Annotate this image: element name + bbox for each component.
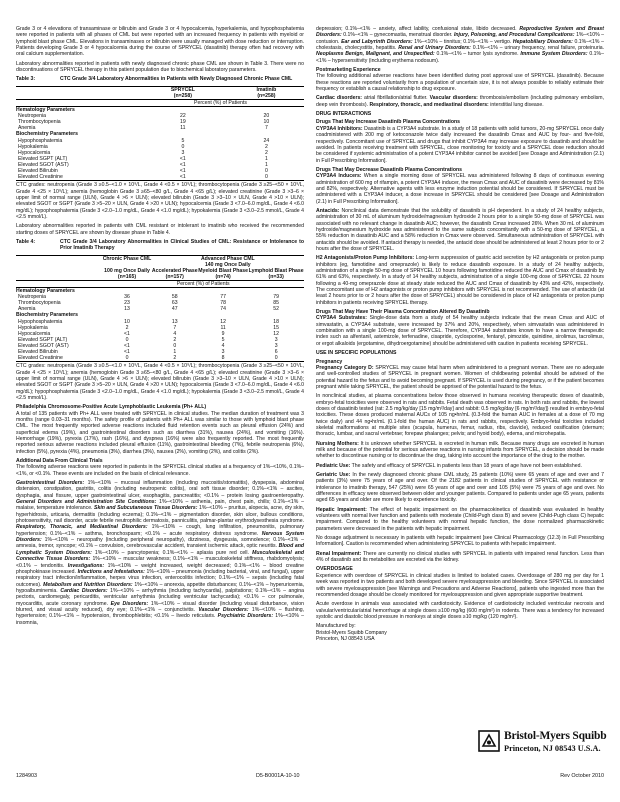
company-logo	[478, 728, 608, 762]
table-title: CTC Grade 3/4 Laboratory Abnormalities in Patients with Newly Diagnosed Chronic Phase CML	[60, 76, 293, 83]
paragraph: H2 Antagonists/Proton Pump Inhibitors: Long-term suppression of gastric acid secretion by H2 antagonists or proton pump inhibitors (eg, famotidine and omeprazole) is likely to reduce dasatinib exposure. In a study of 24 healthy subjects, administration of a single 50-mg dose of SPRYCEL 10 hours following famotidine reduced the AUC and Cmax of dasatinib by 61% and 63%, respectively. In a study of 14 healthy subjects, administration of a single 100-mg dose of SPRYCEL 22 hours following a 40-mg omeprazole dose at steady state reduced the AUC and Cmax of dasatinib by 43% and 42%, respectively. The concomitant use of H2 antagonists or proton pump inhibitors with SPRYCEL is not recommended. The use of antacids (at least 2 hours prior to or 2 hours after the dose of SPRYCEL) should be considered in place of H2 antagonists or proton pump inhibitors in patients receiving SPRYCEL therapy.	[316, 255, 604, 306]
table-footnote: CTC grades: neutropenia (Grade 3 ≥0.5–<1.0 × 10⁹/L, Grade 4 <0.5 × 10⁹/L); thrombocytopenia (Grade 3 ≥25–<50 × 10⁹/L, Grade 4 <25 × 10⁹/L); anemia (hemoglobin Grade 3 ≥65–<80 g/L, Grade 4 <65 g/L); elevated creatinine (Grade 3 >3–6 × upper limit of normal range (ULN), Grade 4 >6 × ULN); elevated bilirubin (Grade 3 >3–10 × ULN, Grade 4 >10 × ULN); elevated SGOT or SGPT (Grade 3 >5–20 × ULN, Grade 4 >20 × ULN); hypocalcemia (Grade 3 <7.0–6.0 mg/dL, Grade 4 <6.0 mg/dL); hypophosphatemia (Grade 3 <2.0–1.0 mg/dL, Grade 4 <1.0 mg/dL); hypokalemia (Grade 3 <3.0–2.5 mmol/L, Grade 4 <2.5 mmol/L).	[16, 182, 304, 220]
left-column	[16, 26, 304, 629]
paragraph: Renal Impairment: There are currently no clinical studies with SPRYCEL in patients with impaired renal function. Less than 4% of dasatinib and its metabolites are excreted via the kidney.	[316, 550, 604, 564]
column-header: Myeloid Blast Phase	[198, 267, 248, 274]
subsection-heading: Pregnancy	[316, 358, 343, 365]
logo-name: Bristol-Myers Squibb	[504, 730, 607, 742]
table-row: Elevated SGPT (ALT) <1 1	[18, 155, 268, 162]
table-title: CTC Grade 3/4 Laboratory Abnormalities in Clinical Studies of CML: Resistance or Intolerance to Prior Imatinib Therapy	[60, 238, 304, 252]
column-group-header: Advanced Phase CML	[152, 255, 304, 262]
table-row: Elevated SGOT (AST) <1 0 4 3	[18, 342, 278, 349]
table-caption	[16, 239, 304, 252]
subsection-heading: Drugs That May Increase Dasatinib Plasma Concentrations	[316, 119, 460, 126]
page-footer	[16, 773, 604, 785]
table-4	[16, 255, 304, 363]
section-heading: DRUG INTERACTIONS	[316, 111, 372, 118]
section-heading: Philadelphia Chromosome-Positive Acute Lymphoblastic Leukemia (Ph+ ALL)	[16, 404, 207, 411]
table-row: Elevated Creatinine 0 2 8 0	[16, 355, 304, 362]
table-row: Anemia 11 7	[18, 125, 268, 132]
table-row: Elevated Bilirubin <1 0	[18, 167, 268, 174]
table-3	[16, 86, 304, 181]
column-header: Accelerated Phase	[151, 267, 198, 274]
section-heading: USE IN SPECIFIC POPULATIONS	[316, 350, 397, 357]
right-column	[316, 26, 604, 642]
table-row: Hypocalcemia 3 2	[18, 149, 268, 156]
paragraph: No dosage adjustment is necessary in patients with hepatic impairment [see Clinical Pharmacology (12.3) in Full Prescribing Information]. Caution is recommended when administering SPRYCEL to patients with hepatic impairment.	[316, 535, 604, 548]
subsection-heading: Drugs That May Have Their Plasma Concentration Altered By Dasatinib	[316, 309, 490, 316]
table-row: Elevated SGPT (ALT) 0 2 5 3	[18, 336, 278, 343]
paragraph: A total of 135 patients with Ph+ ALL were treated with SPRYCEL in clinical studies. The median duration of treatment was 3 months (range 0.03–31 months). The safety profile of patients with Ph+ ALL was similar to those with lymphoid blast phase CML. The most frequently reported adverse reactions included fluid retention events such as pleural effusion (24%) and superficial edema (19%), and gastrointestinal disorders such as diarrhea (31%), nausea (24%), and vomiting (16%). Hemorrhage (19%), pyrexia (17%), rash (16%), and dyspnea (16%) were also frequently reported. The most frequently reported serious adverse reactions included pleural effusion (11%), gastrointestinal bleeding (7%), febrile neutropenia (6%), infection (5%), pyrexia (4%), pneumonia (3%), diarrhea (3%), nausea (2%), vomiting (2%), and colitis (2%).	[16, 410, 304, 455]
paragraph: Experience with overdose of SPRYCEL in clinical studies is limited to isolated cases. Overdosage of 280 mg per day for 1 week was reported in two patients and both developed severe myelosuppression and bleeding. Since SPRYCEL is associated with severe myelosuppression [see Warnings and Precautions and Adverse Reactions], patients who ingested more than the recommended dosage should be closely monitored for myelosuppression and given appropriate supportive treatment.	[316, 572, 604, 598]
section-heading: Additional Data From Clinical Trials	[16, 458, 103, 464]
table-label: Table 3:	[16, 76, 36, 83]
table-row: Elevated Creatinine <1 0	[16, 174, 304, 181]
table-row: Hypophosphatemia 5 24	[18, 137, 270, 144]
paragraph: Acute overdose in animals was associated with cardiotoxicity. Evidence of cardiotoxicity included ventricular necrosis and valvular/ventricular/atrial hemorrhage at single doses ≥100 mg/kg (600 mg/m²) in rodents. There was a tendency for increased systolic and diastolic blood pressure in monkeys at single doses ≥10 mg/kg (120 mg/m²).	[316, 601, 604, 620]
paragraph: Pediatric Use: The safety and efficacy of SPRYCEL in patients less than 18 years of age have not been established.	[316, 462, 582, 469]
paragraph: The following additional adverse reactions have been identified during post approval use of SPRYCEL (dasatinib). Because these reactions are reported voluntarily from a population of uncertain size, it is not always possible to reliably estimate their frequency or establish a causal relationship to drug exposure.	[316, 73, 604, 93]
paragraph: In nonclinical studies, at plasma concentrations below those observed in humans receiving therapeutic doses of dasatinib, embryo-fetal toxicities were observed in rats and rabbits. Fetal death was observed in rats. In both rats and rabbits, the lowest doses of dasatinib tested (rat: 2.5 mg/kg/day [15 mg/m²/day] and rabbit: 0.5 mg/kg/day [6 mg/m²/day]) resulted in embryo-fetal toxicities. These doses produced maternal AUCs of 105 ng•hr/mL (0.3-fold the human AUC in females at a dose of 70 mg twice daily) and 44 ng•hr/mL (0.1-fold the human AUC) in rats and rabbits, respectively. Embryo-fetal toxicities included skeletal malformations at multiple sites (scapula, humerus, femur, radius, ribs, clavicle), reduced ossification (sternum; thoracic, lumbar, and sacral vertebrae; forepaw phalanges; pelvis; and hyoid body), edema, and microhepatia.	[316, 393, 604, 438]
column-header: Imatinib	[229, 86, 304, 93]
table-category: Biochemistry Parameters	[16, 312, 79, 319]
footer-code: 1284903	[16, 773, 37, 779]
footer-date: Rev October 2010	[560, 773, 604, 779]
table-row: Hypokalemia 0 2	[18, 143, 268, 150]
section-heading: OVERDOSAGE	[316, 566, 353, 573]
column-group-header: Chronic Phase CML	[102, 255, 152, 262]
table-row: Neutropenia 22 20	[18, 113, 270, 120]
paragraph: Antacids: Nonclinical data demonstrate that the solubility of dasatinib is pH dependent. In a study of 24 healthy subjects, administration of 30 mL of aluminum hydroxide/magnesium hydroxide 2 hours prior to a single 50-mg dose of SPRYCEL was associated with no relevant change in dasatinib AUC; however, the dasatinib Cmax increased 26%. When 30 mL of aluminum hydroxide/magnesium hydroxide was administered to the same subjects concomitantly with a 50-mg dose of SPRYCEL, a 55% reduction in dasatinib AUC and a 58% reduction in Cmax were observed. Simultaneous administration of SPRYCEL with antacids should be avoided. If antacid therapy is needed, the antacid dose should be administered at least 2 hours prior to or 2 hours after the dose of SPRYCEL.	[316, 207, 604, 252]
column-header-n: (n=258)	[173, 92, 192, 99]
table-row: Thrombocytopenia 19 10	[18, 119, 270, 126]
column-header: 100 mg Once Daily	[104, 267, 150, 274]
paragraph: CYP3A4 Substrates: Single-dose data from a study of 54 healthy subjects indicate that the mean Cmax and AUC of simvastatin, a CYP3A4 substrate, were increased by 37% and 20%, respectively, when simvastatin was administered in combination with a single 100-mg dose of SPRYCEL. Therefore, CYP3A4 substrates known to have a narrow therapeutic index such as alfentanil, astemizole, terfenadine, cisapride, cyclosporine, fentanyl, pimozide, quinidine, sirolimus, tacrolimus, or ergot alkaloids (ergotamine, dihydroergotamine) should be administered with caution in patients receiving SPRYCEL.	[316, 315, 604, 347]
manufacturer-label: Manufactured by:	[316, 623, 356, 630]
table-row: Elevated Bilirubin <1 1 3 6	[18, 349, 278, 355]
paragraph: Geriatric Use: In the newly diagnosed chronic phase CML study, 25 patients (10%) were 65 years of age and over and 7 patients (3%) were 75 years of age and over. Of the 2182 patients in clinical studies of SPRYCEL with resistance or intolerance to imatinib therapy, 547 (25%) were 65 years of age and over and 105 (5%) were 75 years of age and over. No differences in efficacy were observed between older and younger patients. Compared to patients under age 65 years, patients aged 65 years and older are more likely to experience toxicity.	[316, 472, 604, 504]
column-header-n: (n=258)	[257, 92, 276, 99]
table-row: Neutropenia 36 58 77 79	[18, 294, 279, 301]
paragraph: The following adverse reactions were reported in patients in the SPRYCEL clinical studies at a frequency of 1%–<10%, 0.1%–<1%, or <0.1%. These events are included on the basis of clinical relevance.	[16, 464, 304, 477]
table-row: Elevated SGOT (AST) <1 1	[18, 161, 268, 168]
paragraph: Laboratory abnormalities reported in patients with newly diagnosed chronic phase CML are shown in Table 3. There were no discontinuations of SPRYCEL therapy in this patient population due to biochemical laboratory parameters.	[16, 60, 304, 74]
column-header: SPRYCEL	[137, 86, 229, 93]
paragraph: Hepatic Impairment: The effect of hepatic impairment on the pharmacokinetics of dasatinib was evaluated in healthy volunteers with normal liver function and patients with moderate (Child-Pugh class B) and severe (Child-Pugh class C) hepatic impairment. Compared to the healthy volunteers with normal hepatic function, the dose normalized pharmacokinetic parameters were decreased in the patients with hepatic impairment.	[316, 506, 604, 532]
column-header-n: (n=33)	[268, 273, 284, 280]
table-footnote: CTC grades: neutropenia (Grade 3 ≥0.5–<1.0 × 10⁹/L, Grade 4 <0.5 × 10⁹/L); thrombocytopenia (Grade 3 ≥25–<50 × 10⁹/L, Grade 4 <25 × 10⁹/L); anemia (hemoglobin Grade 3 ≥65–<80 g/L, Grade 4 <65 g/L); elevated creatinine (Grade 3 >3–6 × upper limit of normal range (ULN), Grade 4 >6 × ULN); elevated bilirubin (Grade 3 >3–10 × ULN, Grade 4 >10 × ULN); elevated SGOT or SGPT (Grade 3 >5–20 × ULN, Grade 4 >20 × ULN); hypocalcemia (Grade 3 <7.0–6.0 mg/dL, Grade 4 <6.0 mg/dL); hypophosphatemia (Grade 3 <2.0–1.0 mg/dL, Grade 4 <1.0 mg/dL); hypokalemia (Grade 3 <3.0–2.5 mmol/L, Grade 4 <2.5 mmol/L).	[16, 363, 304, 401]
paragraph: CYP3A4 Inhibitors: Dasatinib is a CYP3A4 substrate. In a study of 18 patients with solid tumors, 20-mg SPRYCEL once daily coadministered with 200 mg of ketoconazole twice daily increased the dasatinib Cmax and AUC by four- and five-fold, respectively. Concomitant use of SPRYCEL and drugs that inhibit CYP3A4 may increase exposure to dasatinib and should be avoided. In patients receiving treatment with SPRYCEL, close monitoring for toxicity and a SPRYCEL dose reduction should be considered if systemic administration of a potent CYP3A4 inhibitor cannot be avoided [see Dosage and Administration (2.1) in Full Prescribing Information].	[316, 125, 604, 164]
table-caption	[16, 76, 304, 82]
paragraph: Pregnancy Category D: SPRYCEL may cause fetal harm when administered to a pregnant woman. There are no adequate and well-controlled studies of SPRYCEL in pregnant women. Women of childbearing potential should be advised of the potential hazard to the fetus and to avoid becoming pregnant. If SPRYCEL is used during pregnancy, or if the patient becomes pregnant while taking SPRYCEL, the patient should be apprised of the potential hazard to the fetus.	[316, 364, 604, 390]
subsection-heading: Drugs That May Decrease Dasatinib Plasma Concentrations	[316, 166, 462, 173]
table-span-header: Percent (%) of Patients	[102, 280, 304, 287]
column-group-subheader: 140 mg Once Daily	[204, 261, 251, 268]
table-row: Thrombocytopenia 23 63 78 85	[18, 300, 279, 307]
logo-address: Princeton, NJ 08543 U.S.A.	[504, 744, 601, 753]
paragraph: Gastrointestinal Disorders: 1%–<10% – mucosal inflammation (including mucositis/stomatitis), dyspepsia, abdominal distension, constipation, gastritis, colitis (including neutropenic colitis), oral soft tissue disorder; 0.1%–<1% – ascites, dysphagia, anal fissure, upper gastrointestinal ulcer, esophagitis, pancreatitis; <0.1% – protein losing gastroenteropathy. General Disorders and Administration Site Conditions: 1%–<10% – asthenia, pain, chest pain, chills; 0.1%–<1% – malaise, temperature intolerance. Skin and Subcutaneous Tissue Disorders: 1%–<10% – pruritus, alopecia, acne, dry skin, hyperhidrosis, urticaria, dermatitis (including eczema); 0.1%–<1% – pigmentation disorder, skin ulcer, bullous conditions, photosensitivity, nail disorder, acute febrile neutrophilic dermatosis, panniculitis, palmar-plantar erythrodysesthesia syndrome. Respiratory, Thoracic, and Mediastinal Disorders: 1%–<10% – cough, lung infiltration, pneumonitis, pulmonary hypertension; 0.1%–<1% – asthma, bronchospasm; <0.1% – acute respiratory distress syndrome. Nervous System Disorders: 1%–<10% – neuropathy (including peripheral neuropathy), dizziness, dysgeusia, somnolence; 0.1%–<1% – amnesia, tremor, syncope; <0.1% – convulsion, cerebrovascular accident, transient ischemic attack, optic neuritis. Blood and Lymphatic System Disorders: 1%–<10% – pancytopenia; 0.1%–<1% – aplasia pure red cell. Musculoskeletal and Connective Tissue Disorders: 1%–<10% – muscular weakness; 0.1%–<1% – musculoskeletal stiffness, rhabdomyolysis; <0.1% – tendonitis. Investigations: 1%–<10% – weight increased, weight decreased; 0.1%–<1% – blood creatine phosphokinase increased. Infections and Infestations: 1%–<10% – pneumonia (including bacterial, viral, and fungal), upper respiratory tract infection/inflammation, herpes virus infection, enterocolitis infection; 0.1%–<1% – sepsis (including fatal outcomes). Metabolism and Nutrition Disorders: 1%–<10% – anorexia, appetite disturbances; 0.1%–<1% – hyperuricemia, hypoalbuminemia. Cardiac Disorders: 1%–<10% – arrhythmia (including tachycardia), palpitations; 0.1%–<1% – angina pectoris, cardiomegaly, pericarditis, ventricular arrhythmia (including ventricular tachycardia); <0.1% – cor pulmonale, myocarditis, acute coronary syndrome. Eye Disorders: 1%–<10% – visual disorder (including visual disturbance, vision blurred, and visual acuity reduced), dry eye; 0.1%–<1% – conjunctivitis. Vascular Disorders: 1%–<10% – flushing, hypertension; 0.1%–<1% – hypotension, thrombophlebitis; <0.1% – livedo reticularis. Psychiatric Disorders: 1%–<10% – insomnia,	[16, 480, 305, 626]
column-header: Lymphoid Blast Phase	[248, 267, 304, 274]
paragraph: CYP3A4 Inducers: When a single morning dose of SPRYCEL was administered following 8 days of continuous evening administration of 600 mg of rifampin, a potent CYP3A4 inducer, the mean Cmax and AUC of dasatinib were decreased by 81% and 82%, respectively. Alternative agents with less enzyme induction potential should be considered. If SPRYCEL must be administered with a CYP3A4 inducer, a dose increase in SPRYCEL should be considered [see Dosage and Administration (2.1) in Full Prescribing Information].	[316, 173, 604, 205]
column-header-n: (n=157)	[165, 273, 184, 280]
bms-logo-icon	[478, 730, 500, 752]
table-category: Hematology Parameters	[16, 107, 75, 114]
table-row: Hypocalcemia <1 4 9 12	[18, 330, 279, 337]
table-row: Anemia 13 47 74 52	[18, 306, 279, 313]
table-row: Hypokalemia 2 7 11 15	[18, 324, 279, 331]
paragraph: Laboratory abnormalities reported in patients with CML resistant or intolerant to imatinib who received the recommended starting doses of SPRYCEL are shown by disease phase in Table 4.	[16, 223, 304, 236]
footer-code: D5-B0001A-10-10	[256, 773, 300, 779]
section-heading: Postmarketing Experience	[316, 67, 381, 74]
manufacturer-name: Bristol-Myers Squibb Company	[316, 629, 387, 636]
manufacturer-address: Princeton, NJ 08543 USA	[316, 635, 375, 642]
paragraph: depression; 0.1%–<1% – anxiety, affect lability, confusional state, libido decreased. Reproductive System and Breast Disorders: 0.1%–<1% – gynecomastia, menstrual disorder. Injury, Poisoning, and Procedural Complications: 1%–<10% – contusion. Ear and Labyrinth Disorders: 1%–<10% – tinnitus; 0.1%–<1% – vertigo. Hepatobiliary Disorders: 0.1%–<1% – cholestasis, cholecystitis, hepatitis. Renal and Urinary Disorders: 0.1%–<1% – urinary frequency, renal failure, proteinuria. Neoplasms Benign, Malignant, and Unspecified: 0.1%–<1% – tumor lysis syndrome. Immune System Disorders: 0.1%–<1% – hypersensitivity (including erythema nodosum).	[316, 26, 604, 64]
column-header-n: (n=74)	[215, 273, 231, 280]
column-header-n: (n=165)	[117, 273, 137, 280]
table-span-header: Percent (%) of Patients	[137, 99, 304, 106]
table-row: Hypophosphatemia 10 13 12 18	[18, 318, 279, 325]
paragraph: Cardiac disorders: atrial fibrillation/atrial flutter. Vascular disorders: thrombosis/embolism (including pulmonary embolism, deep vein thrombosis). Respiratory, thoracic, and mediastinal disorders: interstitial lung disease.	[316, 95, 605, 108]
table-label: Table 4:	[16, 238, 36, 245]
table-category: Biochemistry Parameters	[16, 131, 79, 138]
paragraph: Grade 3 or 4 elevations of transaminase or bilirubin and Grade 3 or 4 hypocalcemia, hyperkalemia, and hypophosphatemia were reported in patients with all phases of CML but were reported with an increased frequency in patients with myeloid or lymphoid blast phase CML. Elevations in transaminases or bilirubin were usually managed with dose reduction or interruption. Patients developing Grade 3 or 4 hypocalcemia during the course of SPRYCEL (dasatinib) therapy often had recovery with oral calcium supplementation.	[16, 26, 304, 58]
table-category: Hematology Parameters	[16, 288, 75, 295]
paragraph: Nursing Mothers: It is unknown whether SPRYCEL is excreted in human milk. Because many drugs are excreted in human milk and because of the potential for serious adverse reactions in nursing infants from SPRYCEL, a decision should be made whether to discontinue nursing or to discontinue the drug, taking into account the importance of the drug to the mother.	[316, 440, 604, 460]
